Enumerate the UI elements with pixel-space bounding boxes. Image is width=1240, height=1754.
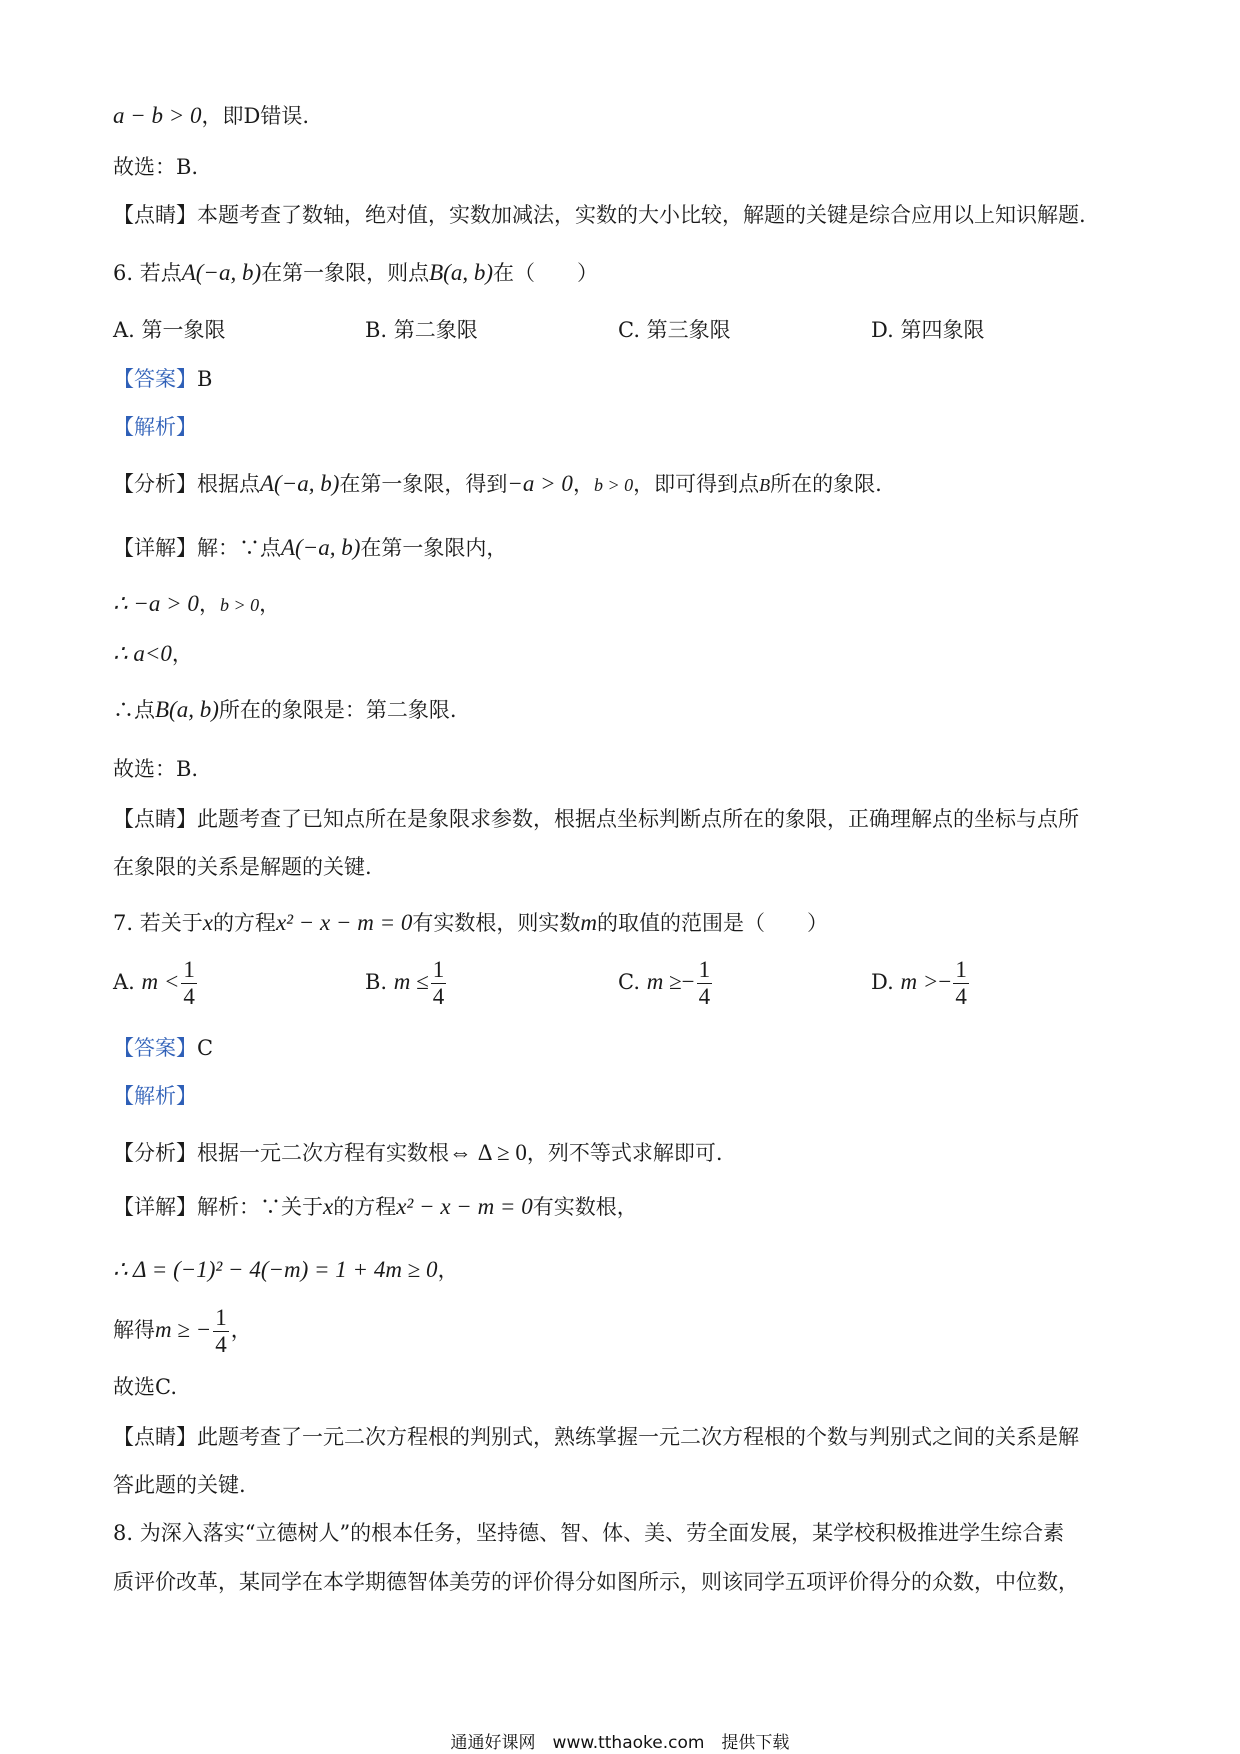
q6-option-a: A. 第一象限 [113,318,226,342]
q6-answer: 【答案】B [113,367,213,391]
q6-option-d: D. 第四象限 [871,318,985,342]
q7-comment-1: 【点睛】此题考查了一元二次方程根的判别式，熟练掌握一元二次方程根的个数与判别式之间的关系是解 [113,1425,1079,1449]
question-6-stem: 6. 若点A(−a, b)在第一象限，则点B(a, b)在（ ） [113,260,598,285]
q6-step-3: ∴点B(a, b)所在的象限是：第二象限. [113,697,457,722]
q7-comment-2: 答此题的关键. [113,1473,246,1497]
q6-choose: 故选：B. [113,757,199,781]
q7-step-1: ∴ Δ = (−1)² − 4(−m) = 1 + 4m ≥ 0， [113,1257,459,1282]
question-8-line-2: 质评价改革，某同学在本学期德智体美劳的评价得分如图所示，则该同学五项评价得分的众数，中位数， [113,1570,1079,1594]
fraction: $\frac{1}{4}$ [183,957,195,1009]
q7-option-c: C. m ≥− $\frac{1}{4}$ [618,957,711,1009]
q6-step-2: ∴ a<0， [113,641,193,666]
question-7-stem: 7. 若关于x的方程x² − x − m = 0有实数根，则实数m的取值的范围是（ ） [113,910,829,935]
q6-option-c: C. 第三象限 [618,318,731,342]
fraction: $\frac{1}{4}$ [215,1305,227,1357]
q6-comment-1: 【点睛】此题考查了已知点所在是象限求参数，根据点坐标判断点所在的象限，正确理解点的坐标与点所 [113,807,1079,831]
fraction: $\frac{1}{4}$ [955,957,967,1009]
q7-analysis-label: 【解析】 [113,1084,197,1108]
q7-answer: 【答案】C [113,1036,214,1060]
comment-q5: 【点睛】本题考查了数轴，绝对值，实数加减法，实数的大小比较，解题的关键是综合应用以上知识解题. [113,203,1086,227]
q6-xiangjie: 【详解】解：∵点A(−a, b)在第一象限内， [113,535,508,560]
line-choose-b: 故选：B. [113,155,199,179]
q7-fenxi: 【分析】根据一元二次方程有实数根⇔ Δ ≥ 0，列不等式求解即可. [113,1140,723,1165]
q6-step-1: ∴ −a > 0，b > 0， [113,591,281,616]
fraction: $\frac{1}{4}$ [698,957,711,1009]
line-d-wrong: a − b > 0，即D错误. [113,103,310,128]
q7-option-a: A. m < $\frac{1}{4}$ [113,957,195,1009]
q7-option-d: D. m >− $\frac{1}{4}$ [871,957,967,1009]
q6-analysis-label: 【解析】 [113,415,197,439]
q6-comment-2: 在象限的关系是解题的关键. [113,855,372,879]
fraction: $\frac{1}{4}$ [432,957,445,1009]
q7-choose: 故选C. [113,1375,177,1399]
q7-option-b: B. m ≤ $\frac{1}{4}$ [365,957,445,1009]
question-8-line-1: 8. 为深入落实“立德树人”的根本任务，坚持德、智、体、美、劳全面发展，某学校积极推进学生综合素 [113,1521,1065,1545]
q7-step-2: 解得m ≥ − $\frac{1}{4}$ ， [113,1305,252,1357]
q7-xiangjie: 【详解】解析：∵关于x的方程x² − x − m = 0有实数根， [113,1194,638,1219]
page-footer: 通通好课网 www.tthaoke.com 提供下载 [450,1733,790,1753]
q6-option-b: B. 第二象限 [365,318,478,342]
q6-fenxi: 【分析】根据点A(−a, b)在第一象限，得到−a > 0，b > 0，即可得到点B所在的象限. [113,471,882,496]
